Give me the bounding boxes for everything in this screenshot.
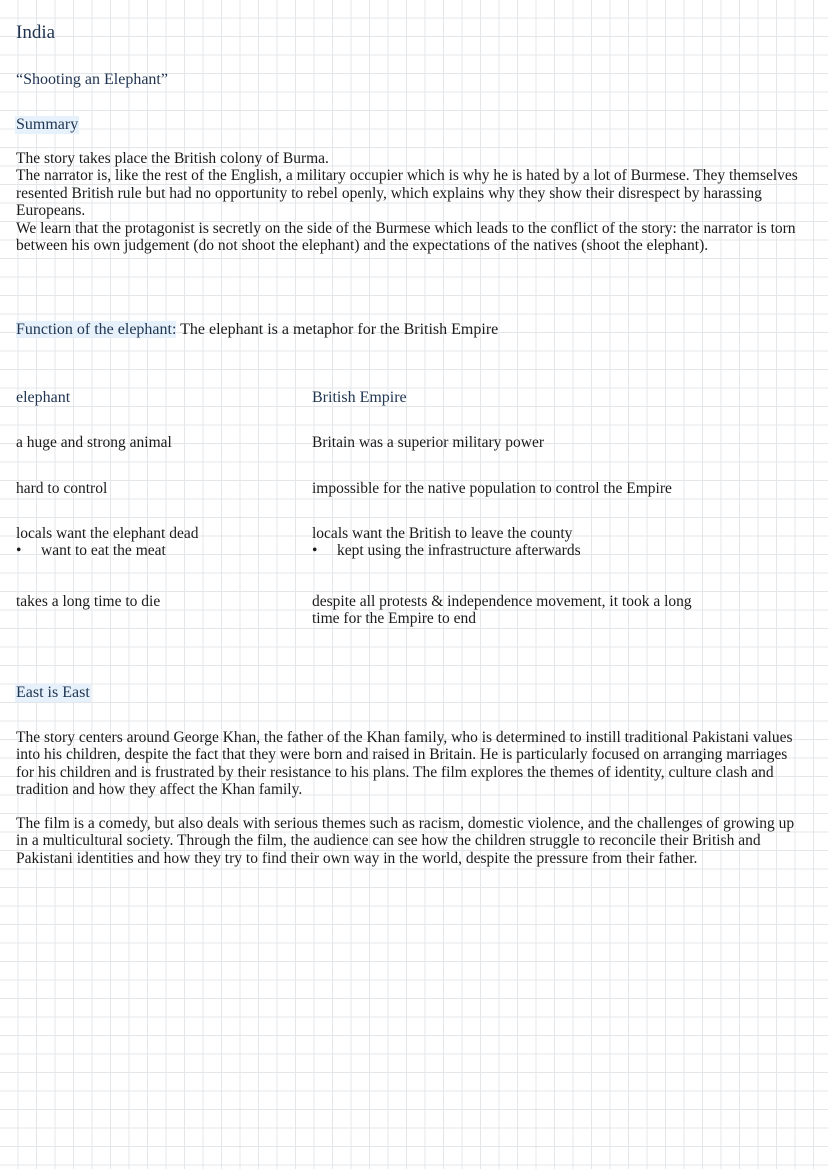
story-title: “Shooting an Elephant” — [16, 71, 168, 88]
table-cell-right: impossible for the native population to control the Empire — [312, 480, 672, 497]
table-cell-left: a huge and strong animal — [16, 434, 172, 451]
table-cell-right: despite all protests & independence movement, it took a long time for the Empire to end — [312, 593, 692, 627]
cell-main-text: locals want the elephant dead — [16, 525, 199, 542]
bullet-text: want to eat the meat — [41, 542, 166, 559]
column-header-elephant: elephant — [16, 389, 71, 406]
cell-main-text: locals want the British to leave the county — [312, 525, 573, 542]
east-paragraph-text: The story centers around George Khan, the father of the Khan family, who is determined to instill traditional Pakistani values into his children, despite the fact that they were born and raised in Britain. He is particularly focused on arranging marriages for his children and is frustrated by their resistance to his plans. The film explores the themes of identity, culture clash and tradition and how they affect the Khan family. — [16, 729, 793, 799]
table-cell-left: takes a long time to die — [16, 593, 161, 610]
bullet-item — [312, 542, 792, 559]
bullet-icon: • — [16, 542, 22, 559]
bullet-item — [16, 542, 296, 559]
summary-line: The narrator is, like the rest of the English, a military occupier which is why he is hated by a lot of Burmese. They themselves resented British rule but had no opportunity to rebel openly, which explains why they show their disrespect by harassing Europeans. — [16, 167, 798, 220]
summary-heading: Summary — [16, 116, 79, 133]
table-cell-right — [312, 525, 792, 559]
east-heading: East is East — [16, 684, 90, 701]
function-label: Function of the elephant: — [16, 321, 177, 338]
summary-paragraph — [16, 150, 806, 254]
table-cell-right: Britain was a superior military power — [312, 434, 545, 451]
east-paragraph-text: The film is a comedy, but also deals with serious themes such as racism, domestic violence, and the challenges of growing up in a multicultural society. Through the film, the audience can see how the children struggle to reconcile their British and Pakistani identities and how they try to find their own way in the world, despite the pressure from their father. — [16, 815, 795, 867]
bullet-text: kept using the infrastructure afterwards — [337, 542, 581, 559]
table-cell-left — [16, 525, 296, 559]
column-header-british-empire: British Empire — [312, 389, 407, 406]
function-text: The elephant is a metaphor for the British Empire — [176, 321, 499, 338]
page-title: India — [16, 22, 56, 43]
summary-line: We learn that the protagonist is secretly on the side of the Burmese which leads to the conflict of the story: the narrator is torn between his own judgement (do not shoot the elephant) and the expectations of the natives (shoot the elephant). — [16, 219, 796, 255]
east-paragraph-1 — [16, 729, 806, 799]
summary-line: The story takes place the British colony of Burma. — [16, 150, 329, 167]
function-line — [16, 321, 498, 339]
table-cell-left: hard to control — [16, 480, 108, 497]
bullet-icon: • — [312, 542, 318, 559]
east-paragraph-2 — [16, 815, 806, 867]
